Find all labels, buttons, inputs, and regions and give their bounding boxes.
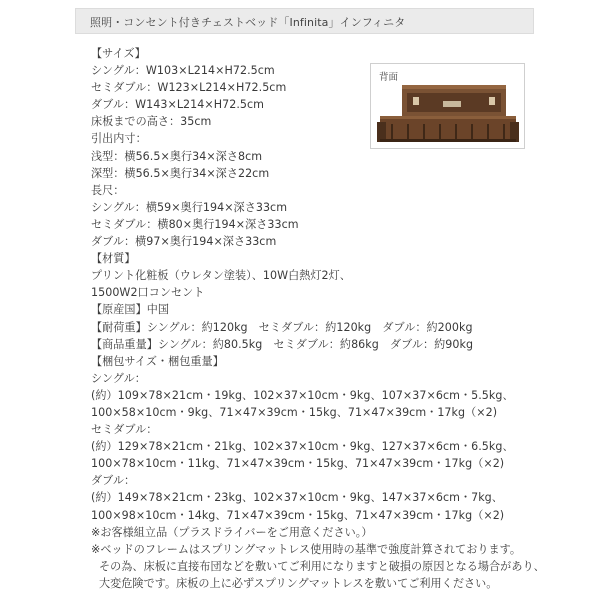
spec-line: (約）149×78×21cm・23kg、102×37×10cm・9kg、147×37×6cm・7kg、 <box>91 491 503 505</box>
spec-line: プリント化粧板（ウレタン塗装）、10W白熱灯2灯、 <box>91 269 351 283</box>
spec-line: その為、床板に直接布団などを敷いてご利用になりますと破損の原因となる場合があり、 <box>99 559 545 573</box>
spec-line: 【原産国】中国 <box>91 303 170 317</box>
back-view-label: 背面 <box>379 72 399 83</box>
spec-line: 引出内寸： <box>91 132 147 146</box>
spec-line: 100×98×10cm・14kg、71×47×39cm・15kg、71×47×39cm・17kg（×2) <box>91 508 505 522</box>
title-bar <box>75 8 534 34</box>
spec-line: 床板までの高さ：35cm <box>91 115 212 129</box>
spec-line: (約）109×78×21cm・19kg、102×37×10cm・9kg、107×37×6cm・5.5kg、 <box>91 388 514 402</box>
spec-list <box>91 45 591 592</box>
spec-line: シングル：W103×L214×H72.5cm <box>91 64 275 78</box>
spec-line: 【サイズ】 <box>91 47 146 60</box>
spec-line: 100×58×10cm・9kg、71×47×39cm・15kg、71×47×39cm・17kg（×2) <box>91 405 498 419</box>
spec-line: 1500W2口コンセント <box>91 286 205 300</box>
spec-line: 【材質】 <box>91 252 136 266</box>
spec-line: シングル：横59×奥行194×深さ33cm <box>91 200 288 214</box>
spec-line: 【商品重量】シングル：約80.5kg セミダブル：約86kg ダブル：約90kg <box>91 337 474 351</box>
spec-line: 大変危険です。床板の上に必ずスプリングマットレスを敷いてご利用ください。 <box>99 576 498 590</box>
spec-line: 浅型：横56.5×奥行34×深さ8cm <box>91 149 263 163</box>
spec-line: ダブル：W143×L214×H72.5cm <box>91 98 265 112</box>
spec-line: 【耐荷重】シングル：約120kg セミダブル：約120kg ダブル：約200kg <box>91 320 473 334</box>
spec-line: ※お客様組立品（プラスドライバーをご用意ください。） <box>91 525 373 539</box>
spec-line: セミダブル： <box>91 423 158 437</box>
spec-line: 100×78×10cm・11kg、71×47×39cm・15kg、71×47×39cm・17kg（×2) <box>91 457 505 471</box>
spec-line: ダブル： <box>91 474 136 488</box>
spec-line: (約）129×78×21cm・21kg、102×37×10cm・9kg、127×37×6cm・6.5kg、 <box>91 440 514 454</box>
spec-line: セミダブル：W123×L214×H72.5cm <box>91 81 287 95</box>
spec-line: 【梱包サイズ・梱包重量】 <box>91 354 224 368</box>
spec-line: 長尺： <box>91 183 125 197</box>
spec-line: シングル： <box>91 371 146 385</box>
spec-line: セミダブル：横80×奥行194×深さ33cm <box>91 217 299 231</box>
spec-line: ダブル：横97×奥行194×深さ33cm <box>91 235 277 249</box>
spec-line: 深型：横56.5×奥行34×深さ22cm <box>91 166 270 180</box>
spec-line: ※ベッドのフレームはスプリングマットレス使用時の基準で強度計算されております。 <box>91 542 522 556</box>
page-title: 照明・コンセント付きチェストベッド「Infinita」インフィニタ <box>90 16 406 29</box>
